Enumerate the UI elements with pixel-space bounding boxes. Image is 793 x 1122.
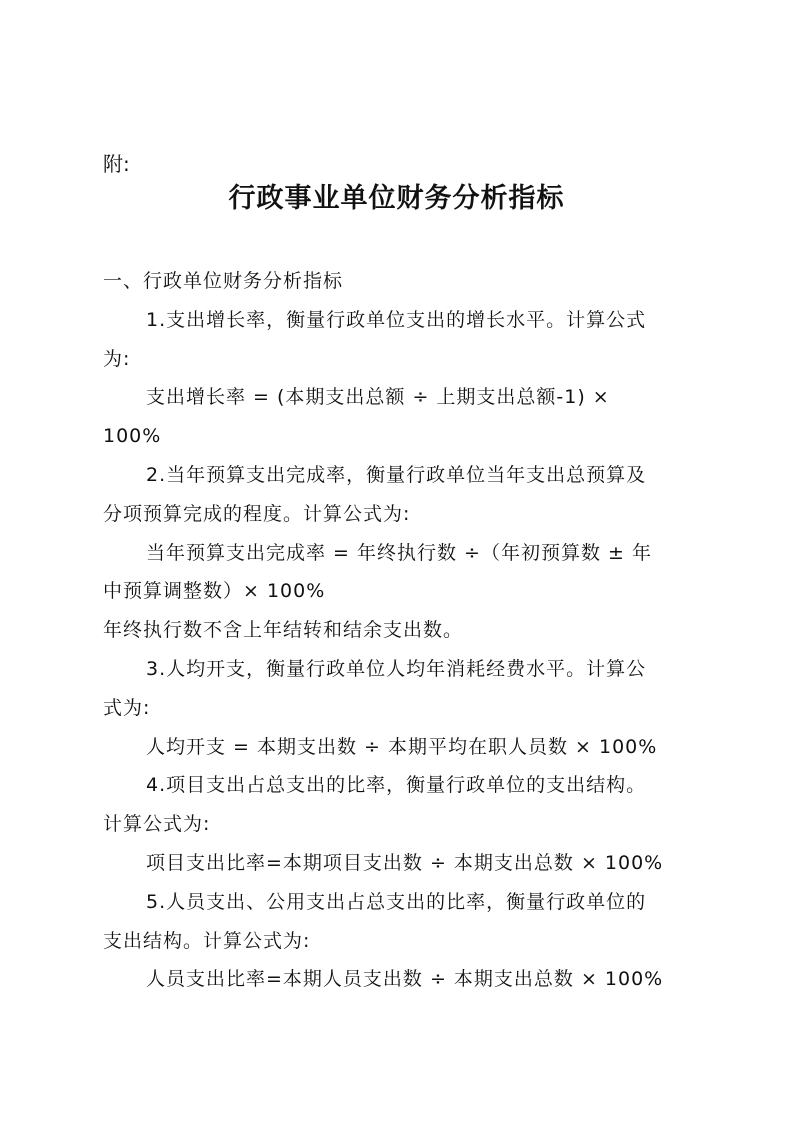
- section-heading: 一、行政单位财务分析指标: [103, 270, 344, 292]
- item-2-description: 2.当年预算支出完成率，衡量行政单位当年支出总预算及分项预算完成的程度。计算公式为:: [103, 463, 647, 525]
- item-2-formula: 当年预算支出完成率 = 年终执行数 ÷（年初预算数 ± 年中预算调整数）× 100%: [103, 541, 652, 603]
- item-5-formula: 人员支出比率=本期人员支出数 ÷ 本期支出总数 × 100%: [146, 968, 664, 991]
- item-5-description: 5.人员支出、公用支出占总支出的比率，衡量行政单位的支出结构。计算公式为:: [103, 890, 647, 952]
- item-1-description: 1.支出增长率，衡量行政单位支出的增长水平。计算公式为:: [103, 308, 647, 370]
- item-1-formula: 支出增长率 = (本期支出总额 ÷ 上期支出总额-1) × 100%: [103, 386, 610, 448]
- item-4-formula: 项目支出比率=本期项目支出数 ÷ 本期支出总数 × 100%: [146, 851, 664, 874]
- document-title: 行政事业单位财务分析指标: [228, 183, 565, 214]
- item-3-formula: 人均开支 = 本期支出数 ÷ 本期平均在职人员数 × 100%: [146, 735, 658, 758]
- item-3-description: 3.人均开支，衡量行政单位人均年消耗经费水平。计算公式为:: [103, 657, 647, 719]
- annex-label: 附:: [103, 152, 130, 176]
- item-2-note: 年终执行数不含上年结转和结余支出数。: [103, 619, 464, 642]
- document-body: [103, 262, 663, 999]
- item-4-description: 4.项目支出占总支出的比率，衡量行政单位的支出结构。计算公式为:: [103, 774, 647, 836]
